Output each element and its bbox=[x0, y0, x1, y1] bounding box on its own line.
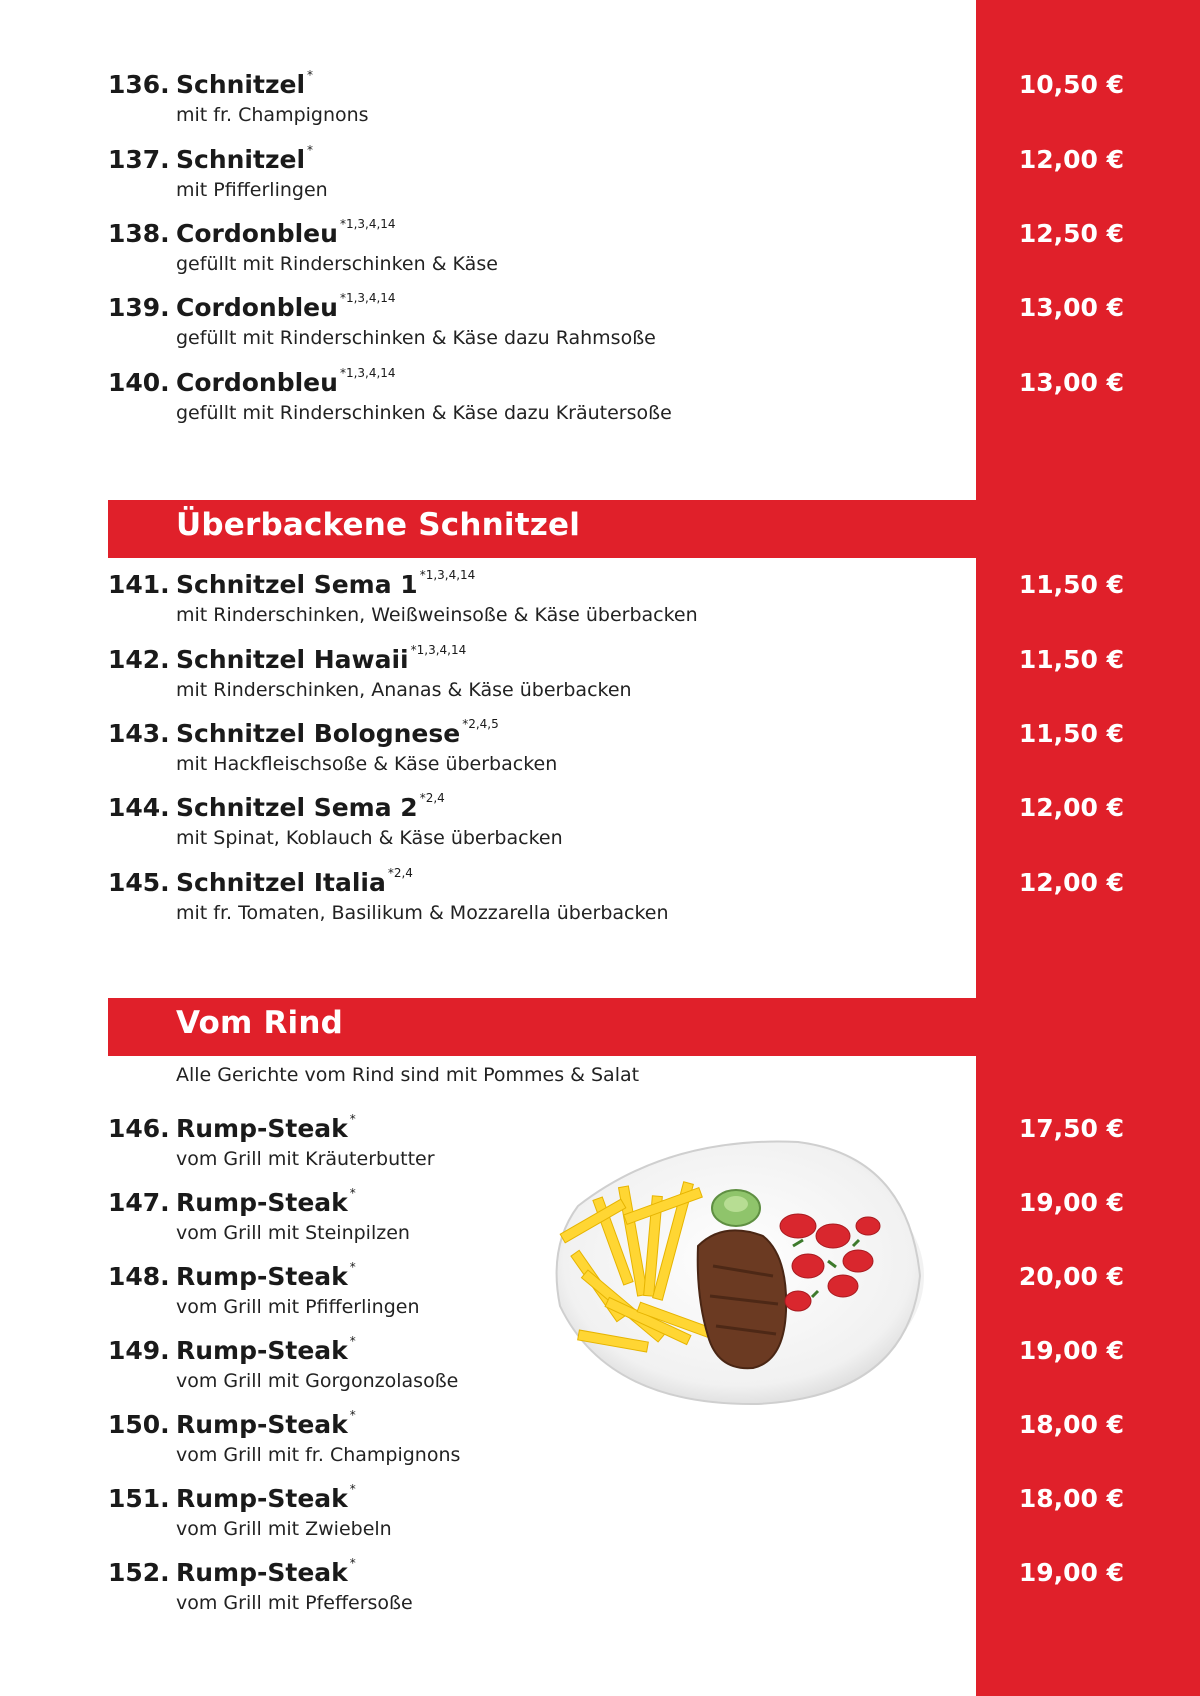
item-allergens: * bbox=[349, 1334, 356, 1348]
menu-item bbox=[108, 645, 1176, 715]
section-note: Alle Gerichte vom Rind sind mit Pommes & Salat bbox=[176, 1064, 640, 1086]
item-name bbox=[176, 293, 396, 322]
item-price: 11,50 € bbox=[1018, 719, 1124, 748]
item-allergens: * bbox=[307, 143, 314, 157]
item-number: 152. bbox=[108, 1558, 170, 1587]
section-header-band bbox=[108, 998, 976, 1056]
section-title: Vom Rind bbox=[176, 1005, 344, 1041]
section-title: Überbackene Schnitzel bbox=[176, 507, 581, 543]
item-name-text: Rump-Steak bbox=[176, 1410, 348, 1439]
item-name-text: Schnitzel Hawaii bbox=[176, 645, 409, 674]
item-price: 17,50 € bbox=[1018, 1114, 1124, 1143]
item-allergens: *1,3,4,14 bbox=[410, 643, 467, 657]
item-description: gefüllt mit Rinderschinken & Käse dazu Rahmsoße bbox=[176, 327, 656, 349]
item-price: 19,00 € bbox=[1018, 1336, 1124, 1365]
item-name bbox=[176, 1558, 356, 1587]
item-allergens: * bbox=[349, 1260, 356, 1274]
item-name bbox=[176, 1114, 356, 1143]
item-price: 19,00 € bbox=[1018, 1558, 1124, 1587]
menu-item bbox=[108, 1188, 1176, 1258]
item-name bbox=[176, 1336, 356, 1365]
item-name bbox=[176, 1484, 356, 1513]
item-number: 150. bbox=[108, 1410, 170, 1439]
item-allergens: * bbox=[349, 1112, 356, 1126]
item-name bbox=[176, 645, 466, 674]
item-allergens: *2,4 bbox=[419, 791, 445, 805]
item-description: mit fr. Champignons bbox=[176, 104, 369, 126]
item-allergens: * bbox=[307, 68, 314, 82]
item-number: 139. bbox=[108, 293, 170, 322]
item-allergens: *1,3,4,14 bbox=[339, 291, 396, 305]
item-name bbox=[176, 719, 499, 748]
item-price: 12,00 € bbox=[1018, 868, 1124, 897]
item-name-text: Schnitzel Bolognese bbox=[176, 719, 461, 748]
item-description: mit Rinderschinken, Weißweinsoße & Käse überbacken bbox=[176, 604, 698, 626]
menu-item bbox=[108, 368, 1176, 438]
item-number: 145. bbox=[108, 868, 170, 897]
item-allergens: * bbox=[349, 1408, 356, 1422]
menu-item bbox=[108, 293, 1176, 363]
item-name-text: Rump-Steak bbox=[176, 1188, 348, 1217]
item-allergens: *1,3,4,14 bbox=[339, 366, 396, 380]
item-allergens: *2,4 bbox=[387, 866, 413, 880]
item-price: 13,00 € bbox=[1018, 293, 1124, 322]
item-name-text: Rump-Steak bbox=[176, 1558, 348, 1587]
item-description: vom Grill mit Zwiebeln bbox=[176, 1518, 392, 1540]
item-name bbox=[176, 368, 396, 397]
menu-item bbox=[108, 1410, 1176, 1480]
item-number: 149. bbox=[108, 1336, 170, 1365]
item-price: 13,00 € bbox=[1018, 368, 1124, 397]
item-name-text: Schnitzel bbox=[176, 70, 306, 99]
item-description: mit fr. Tomaten, Basilikum & Mozzarella überbacken bbox=[176, 902, 669, 924]
item-name-text: Rump-Steak bbox=[176, 1484, 348, 1513]
item-number: 140. bbox=[108, 368, 170, 397]
menu-item bbox=[108, 219, 1176, 289]
item-name bbox=[176, 219, 396, 248]
menu-item bbox=[108, 1336, 1176, 1406]
item-description: gefüllt mit Rinderschinken & Käse bbox=[176, 253, 498, 275]
item-name bbox=[176, 70, 313, 99]
menu-item bbox=[108, 570, 1176, 640]
item-name-text: Cordonbleu bbox=[176, 293, 338, 322]
item-description: vom Grill mit Pfifferlingen bbox=[176, 1296, 420, 1318]
item-name-text: Rump-Steak bbox=[176, 1336, 348, 1365]
item-number: 142. bbox=[108, 645, 170, 674]
item-name-text: Schnitzel Italia bbox=[176, 868, 386, 897]
menu-item bbox=[108, 1558, 1176, 1628]
menu-item bbox=[108, 1484, 1176, 1554]
item-allergens: * bbox=[349, 1482, 356, 1496]
menu-item bbox=[108, 868, 1176, 938]
item-number: 138. bbox=[108, 219, 170, 248]
item-name bbox=[176, 570, 475, 599]
item-name bbox=[176, 793, 445, 822]
item-description: mit Rinderschinken, Ananas & Käse überbacken bbox=[176, 679, 632, 701]
item-number: 137. bbox=[108, 145, 170, 174]
item-description: vom Grill mit Pfeffersoße bbox=[176, 1592, 413, 1614]
item-name bbox=[176, 1188, 356, 1217]
item-name-text: Rump-Steak bbox=[176, 1114, 348, 1143]
item-description: mit Pfifferlingen bbox=[176, 179, 328, 201]
item-name-text: Cordonbleu bbox=[176, 368, 338, 397]
item-number: 147. bbox=[108, 1188, 170, 1217]
item-description: vom Grill mit fr. Champignons bbox=[176, 1444, 461, 1466]
item-price: 19,00 € bbox=[1018, 1188, 1124, 1217]
item-price: 11,50 € bbox=[1018, 570, 1124, 599]
item-price: 20,00 € bbox=[1018, 1262, 1124, 1291]
item-allergens: * bbox=[349, 1556, 356, 1570]
item-name-text: Schnitzel bbox=[176, 145, 306, 174]
item-name-text: Schnitzel Sema 2 bbox=[176, 793, 418, 822]
menu-item bbox=[108, 70, 1176, 140]
item-description: mit Spinat, Koblauch & Käse überbacken bbox=[176, 827, 563, 849]
item-number: 146. bbox=[108, 1114, 170, 1143]
item-allergens: * bbox=[349, 1186, 356, 1200]
item-price: 18,00 € bbox=[1018, 1484, 1124, 1513]
item-price: 11,50 € bbox=[1018, 645, 1124, 674]
item-allergens: *1,3,4,14 bbox=[339, 217, 396, 231]
menu-item bbox=[108, 1114, 1176, 1184]
item-number: 148. bbox=[108, 1262, 170, 1291]
item-number: 144. bbox=[108, 793, 170, 822]
item-name-text: Rump-Steak bbox=[176, 1262, 348, 1291]
item-name bbox=[176, 1262, 356, 1291]
item-number: 151. bbox=[108, 1484, 170, 1513]
item-description: gefüllt mit Rinderschinken & Käse dazu Kräutersoße bbox=[176, 402, 672, 424]
item-number: 136. bbox=[108, 70, 170, 99]
item-number: 143. bbox=[108, 719, 170, 748]
menu-item bbox=[108, 1262, 1176, 1332]
item-price: 12,50 € bbox=[1018, 219, 1124, 248]
menu-item bbox=[108, 719, 1176, 789]
section-header-band bbox=[108, 500, 976, 558]
item-number: 141. bbox=[108, 570, 170, 599]
item-name bbox=[176, 1410, 356, 1439]
item-allergens: *1,3,4,14 bbox=[419, 568, 476, 582]
item-description: mit Hackfleischsoße & Käse überbacken bbox=[176, 753, 558, 775]
item-allergens: *2,4,5 bbox=[462, 717, 499, 731]
item-name bbox=[176, 145, 313, 174]
item-price: 12,00 € bbox=[1018, 145, 1124, 174]
menu-item bbox=[108, 793, 1176, 863]
item-price: 12,00 € bbox=[1018, 793, 1124, 822]
item-description: vom Grill mit Kräuterbutter bbox=[176, 1148, 435, 1170]
item-name-text: Cordonbleu bbox=[176, 219, 338, 248]
item-price: 10,50 € bbox=[1018, 70, 1124, 99]
item-description: vom Grill mit Gorgonzolasoße bbox=[176, 1370, 459, 1392]
item-description: vom Grill mit Steinpilzen bbox=[176, 1222, 410, 1244]
item-name-text: Schnitzel Sema 1 bbox=[176, 570, 418, 599]
item-name bbox=[176, 868, 413, 897]
menu-item bbox=[108, 145, 1176, 215]
item-price: 18,00 € bbox=[1018, 1410, 1124, 1439]
